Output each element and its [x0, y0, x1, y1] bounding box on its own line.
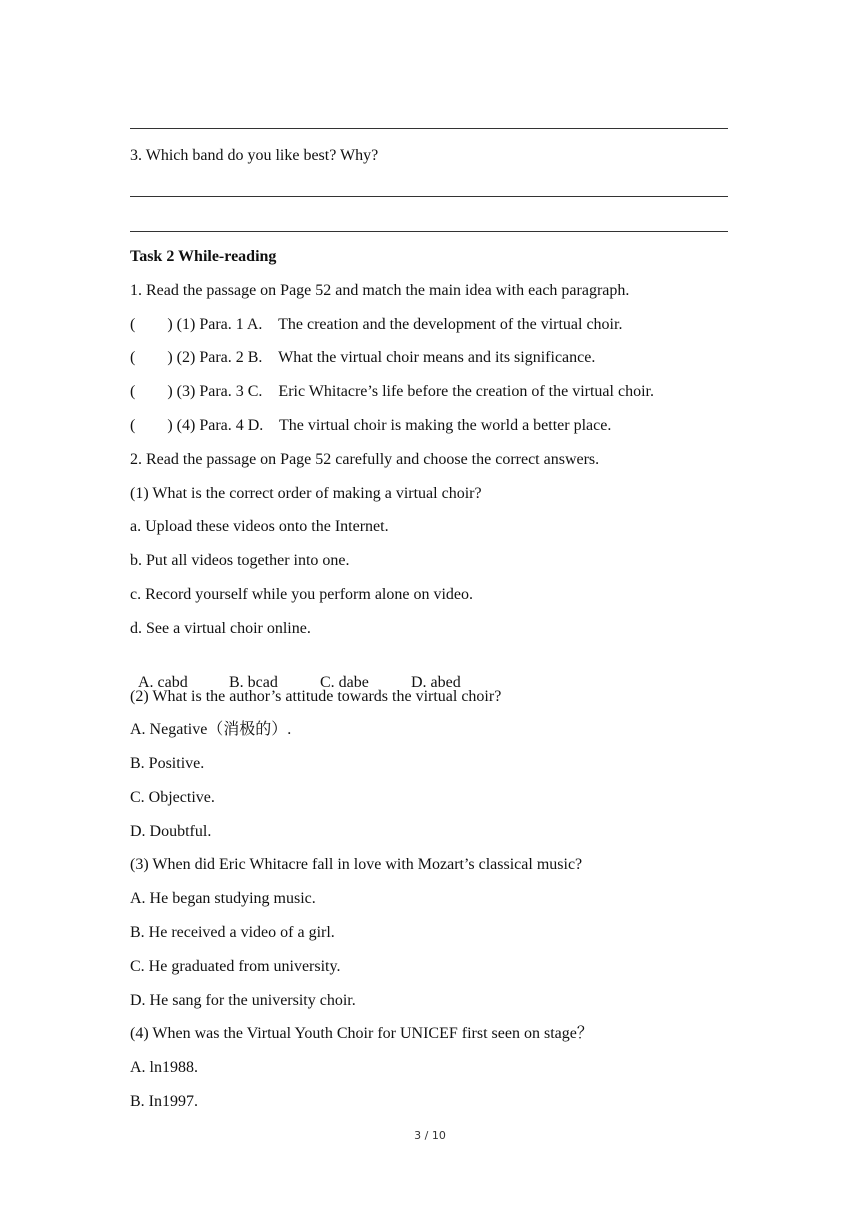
sub2-option: A. Negative（消极的）.	[130, 721, 292, 738]
sub2-option: C. Objective.	[130, 789, 215, 806]
sub2-option: B. Positive.	[130, 755, 205, 772]
answer-line	[130, 231, 728, 232]
sub1-step: c. Record yourself while you perform alone on video.	[130, 586, 474, 603]
item2-instruction: 2. Read the passage on Page 52 carefully and choose the correct answers.	[130, 451, 600, 468]
item1-instruction: 1. Read the passage on Page 52 and match the main idea with each paragraph.	[130, 282, 630, 299]
match-row: ( ) (3) Para. 3 C. Eric Whitacre’s life before the creation of the virtual choir.	[130, 383, 654, 400]
sub3-option: B. He received a video of a girl.	[130, 924, 335, 941]
answer-line	[130, 128, 728, 129]
sub3-question: (3) When did Eric Whitacre fall in love with Mozart’s classical music?	[130, 856, 583, 873]
option-a: A. cabd	[138, 674, 188, 691]
match-row: ( ) (4) Para. 4 D. The virtual choir is making the world a better place.	[130, 417, 612, 434]
match-row: ( ) (2) Para. 2 B. What the virtual choir means and its significance.	[130, 349, 596, 366]
sub3-option: D. He sang for the university choir.	[130, 992, 356, 1009]
sub4-option: B. In1997.	[130, 1093, 198, 1110]
sub4-option: A. ln1988.	[130, 1059, 198, 1076]
sub1-question: (1) What is the correct order of making a virtual choir?	[130, 485, 482, 502]
answer-line	[130, 196, 728, 197]
option-b: B. bcad	[229, 674, 278, 691]
sub2-question: (2) What is the author’s attitude towards the virtual choir?	[130, 688, 502, 705]
question-3: 3. Which band do you like best? Why?	[130, 147, 379, 164]
sub1-step: b. Put all videos together into one.	[130, 552, 350, 569]
option-c: C. dabe	[320, 674, 369, 691]
option-d: D. abed	[411, 674, 461, 691]
sub1-step: a. Upload these videos onto the Internet.	[130, 518, 389, 535]
sub2-option: D. Doubtful.	[130, 823, 212, 840]
sub4-question: (4) When was the Virtual Youth Choir for UNICEF first seen on stage？	[130, 1025, 593, 1042]
sub3-option: C. He graduated from university.	[130, 958, 341, 975]
page-number: 3 / 10	[414, 1129, 446, 1142]
match-row: ( ) (1) Para. 1 A. The creation and the development of the virtual choir.	[130, 316, 623, 333]
sub3-option: A. He began studying music.	[130, 890, 316, 907]
sub1-step: d. See a virtual choir online.	[130, 620, 311, 637]
task2-heading: Task 2 While-reading	[130, 248, 277, 265]
